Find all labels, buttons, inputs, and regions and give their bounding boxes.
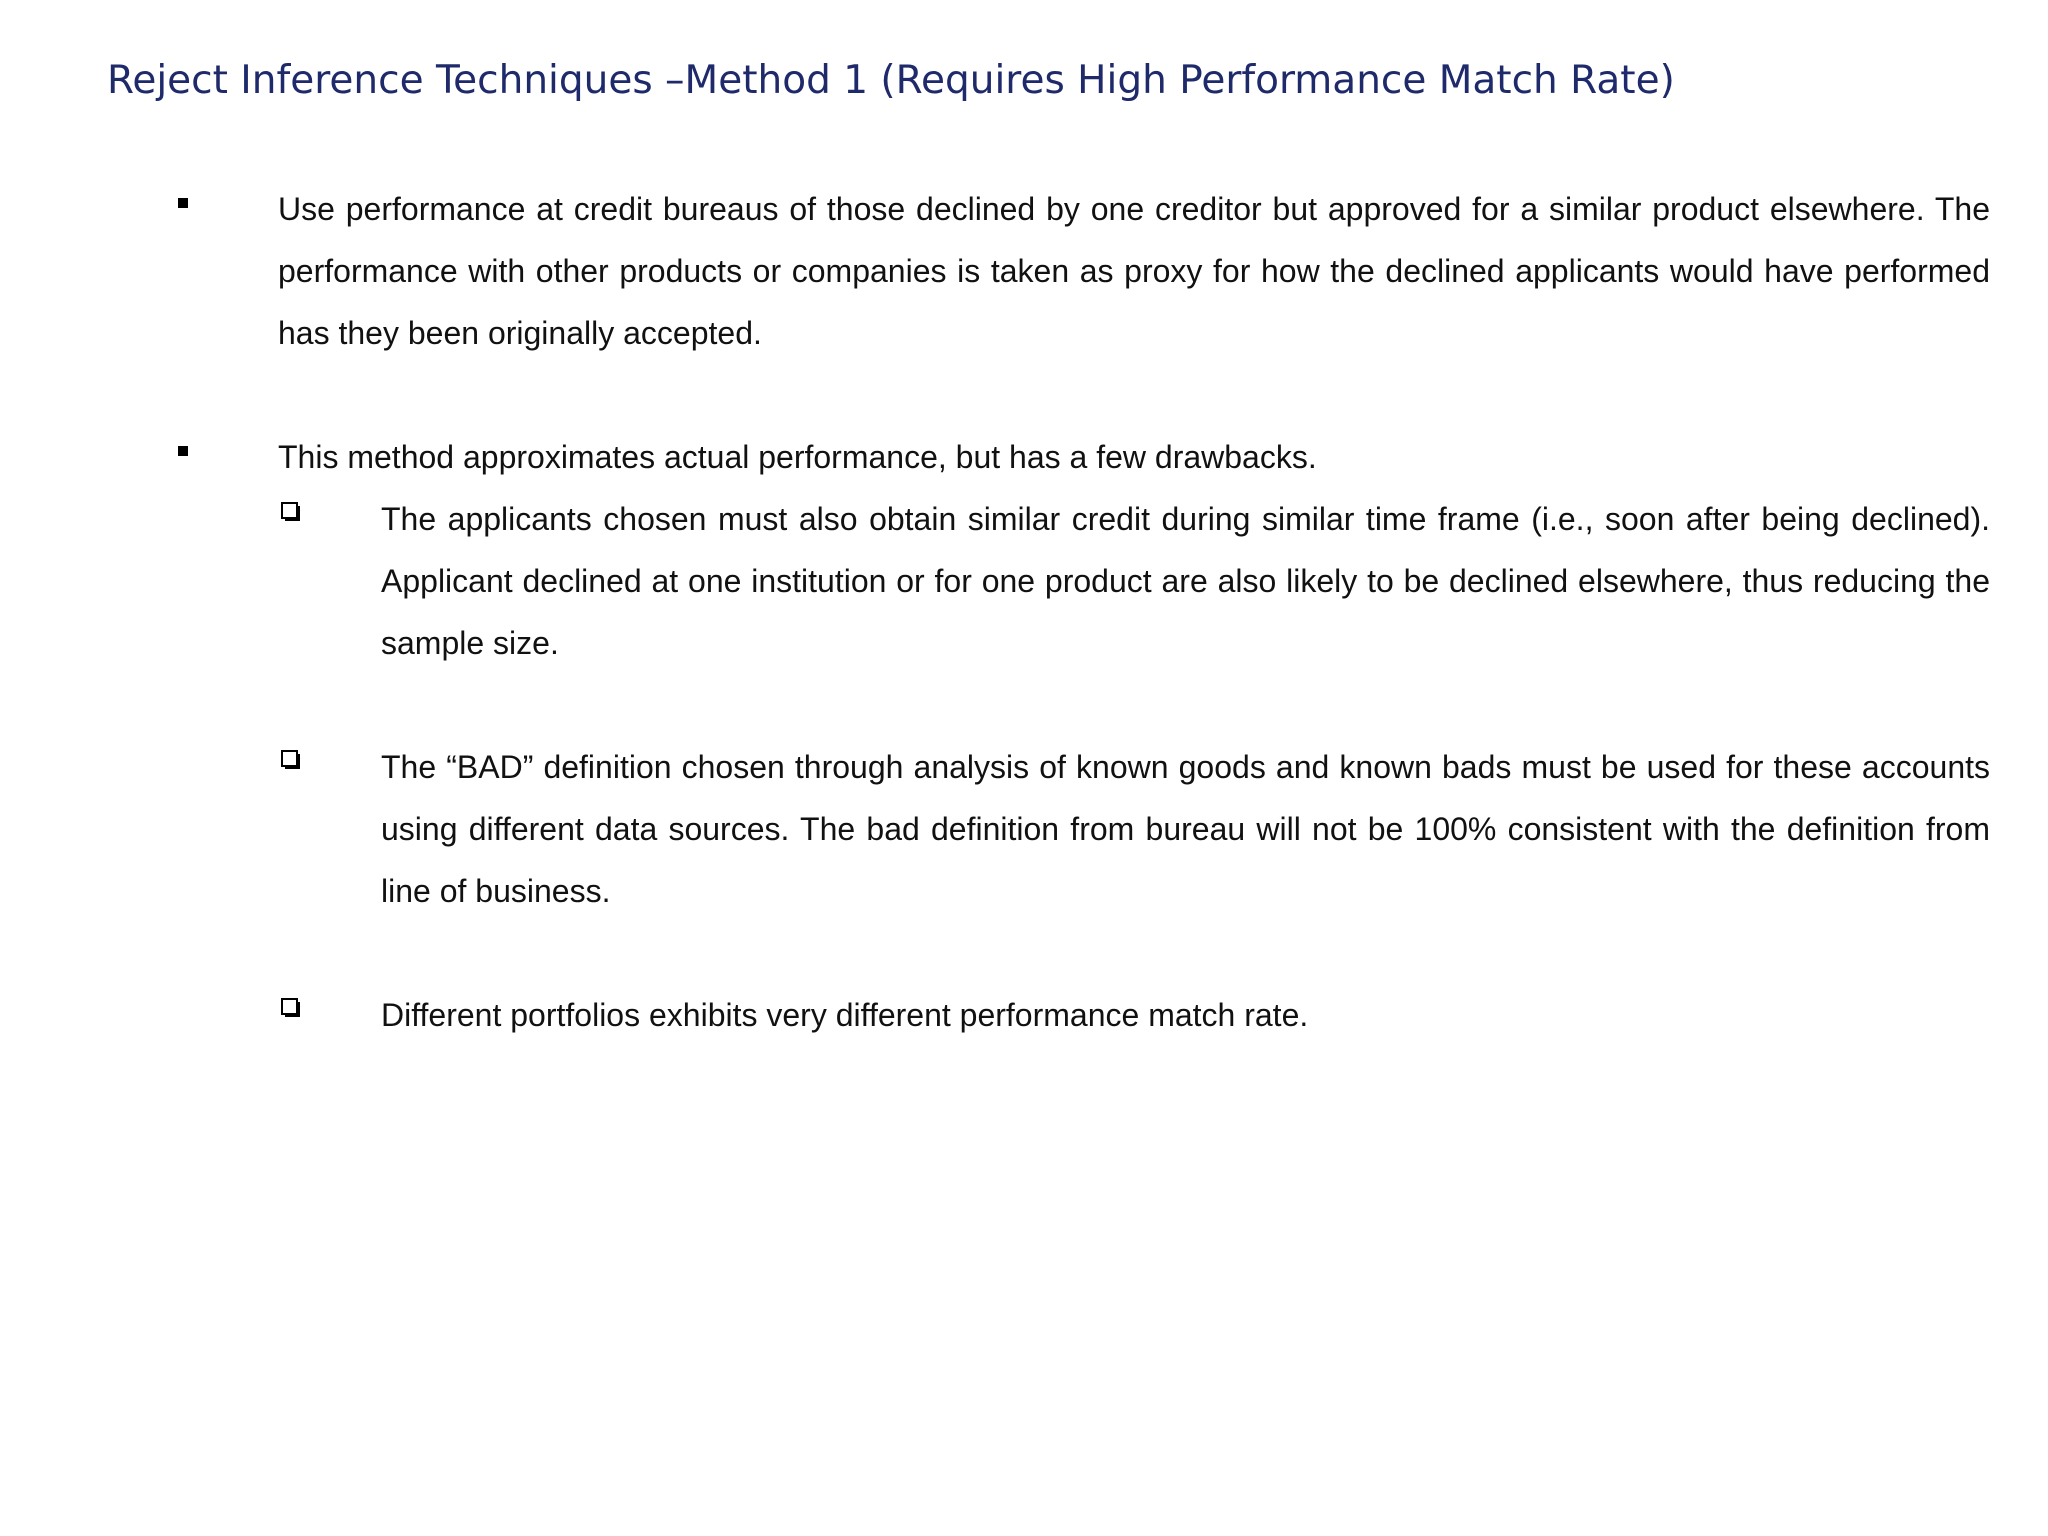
shadowed-checkbox-icon [281, 998, 301, 1018]
sub-item-3-text: Different portfolios exhibits very different performance match rate. [381, 997, 1309, 1033]
bullet-1-text: Use performance at credit bureaus of those declined by one creditor but approved for a similar product elsewhere. The performance with other products or companies is taken as proxy for how the declined applicants would have performed has they been originally accepted. [278, 191, 1990, 351]
sub-item-2-text: The “BAD” definition chosen through analysis of known goods and known bads must be used for these accounts using different data sources. The bad definition from bureau will not be 100% consistent with the definition from line of business. [381, 749, 1990, 909]
shadowed-checkbox-icon [281, 502, 301, 522]
square-bullet-icon [178, 446, 188, 456]
slide-title: Reject Inference Techniques –Method 1 (Requires High Performance Match Rate) [107, 58, 1675, 103]
sub-item-1-text: The applicants chosen must also obtain similar credit during similar time frame (i.e., soon after being declined). Applicant declined at one institution or for one product are also likely to be declined elsewhere, thus reducing the sample size. [381, 501, 1990, 661]
bullet-2-text: This method approximates actual performance, but has a few drawbacks. [278, 439, 1317, 475]
shadowed-checkbox-icon [281, 750, 301, 770]
square-bullet-icon [178, 198, 188, 208]
